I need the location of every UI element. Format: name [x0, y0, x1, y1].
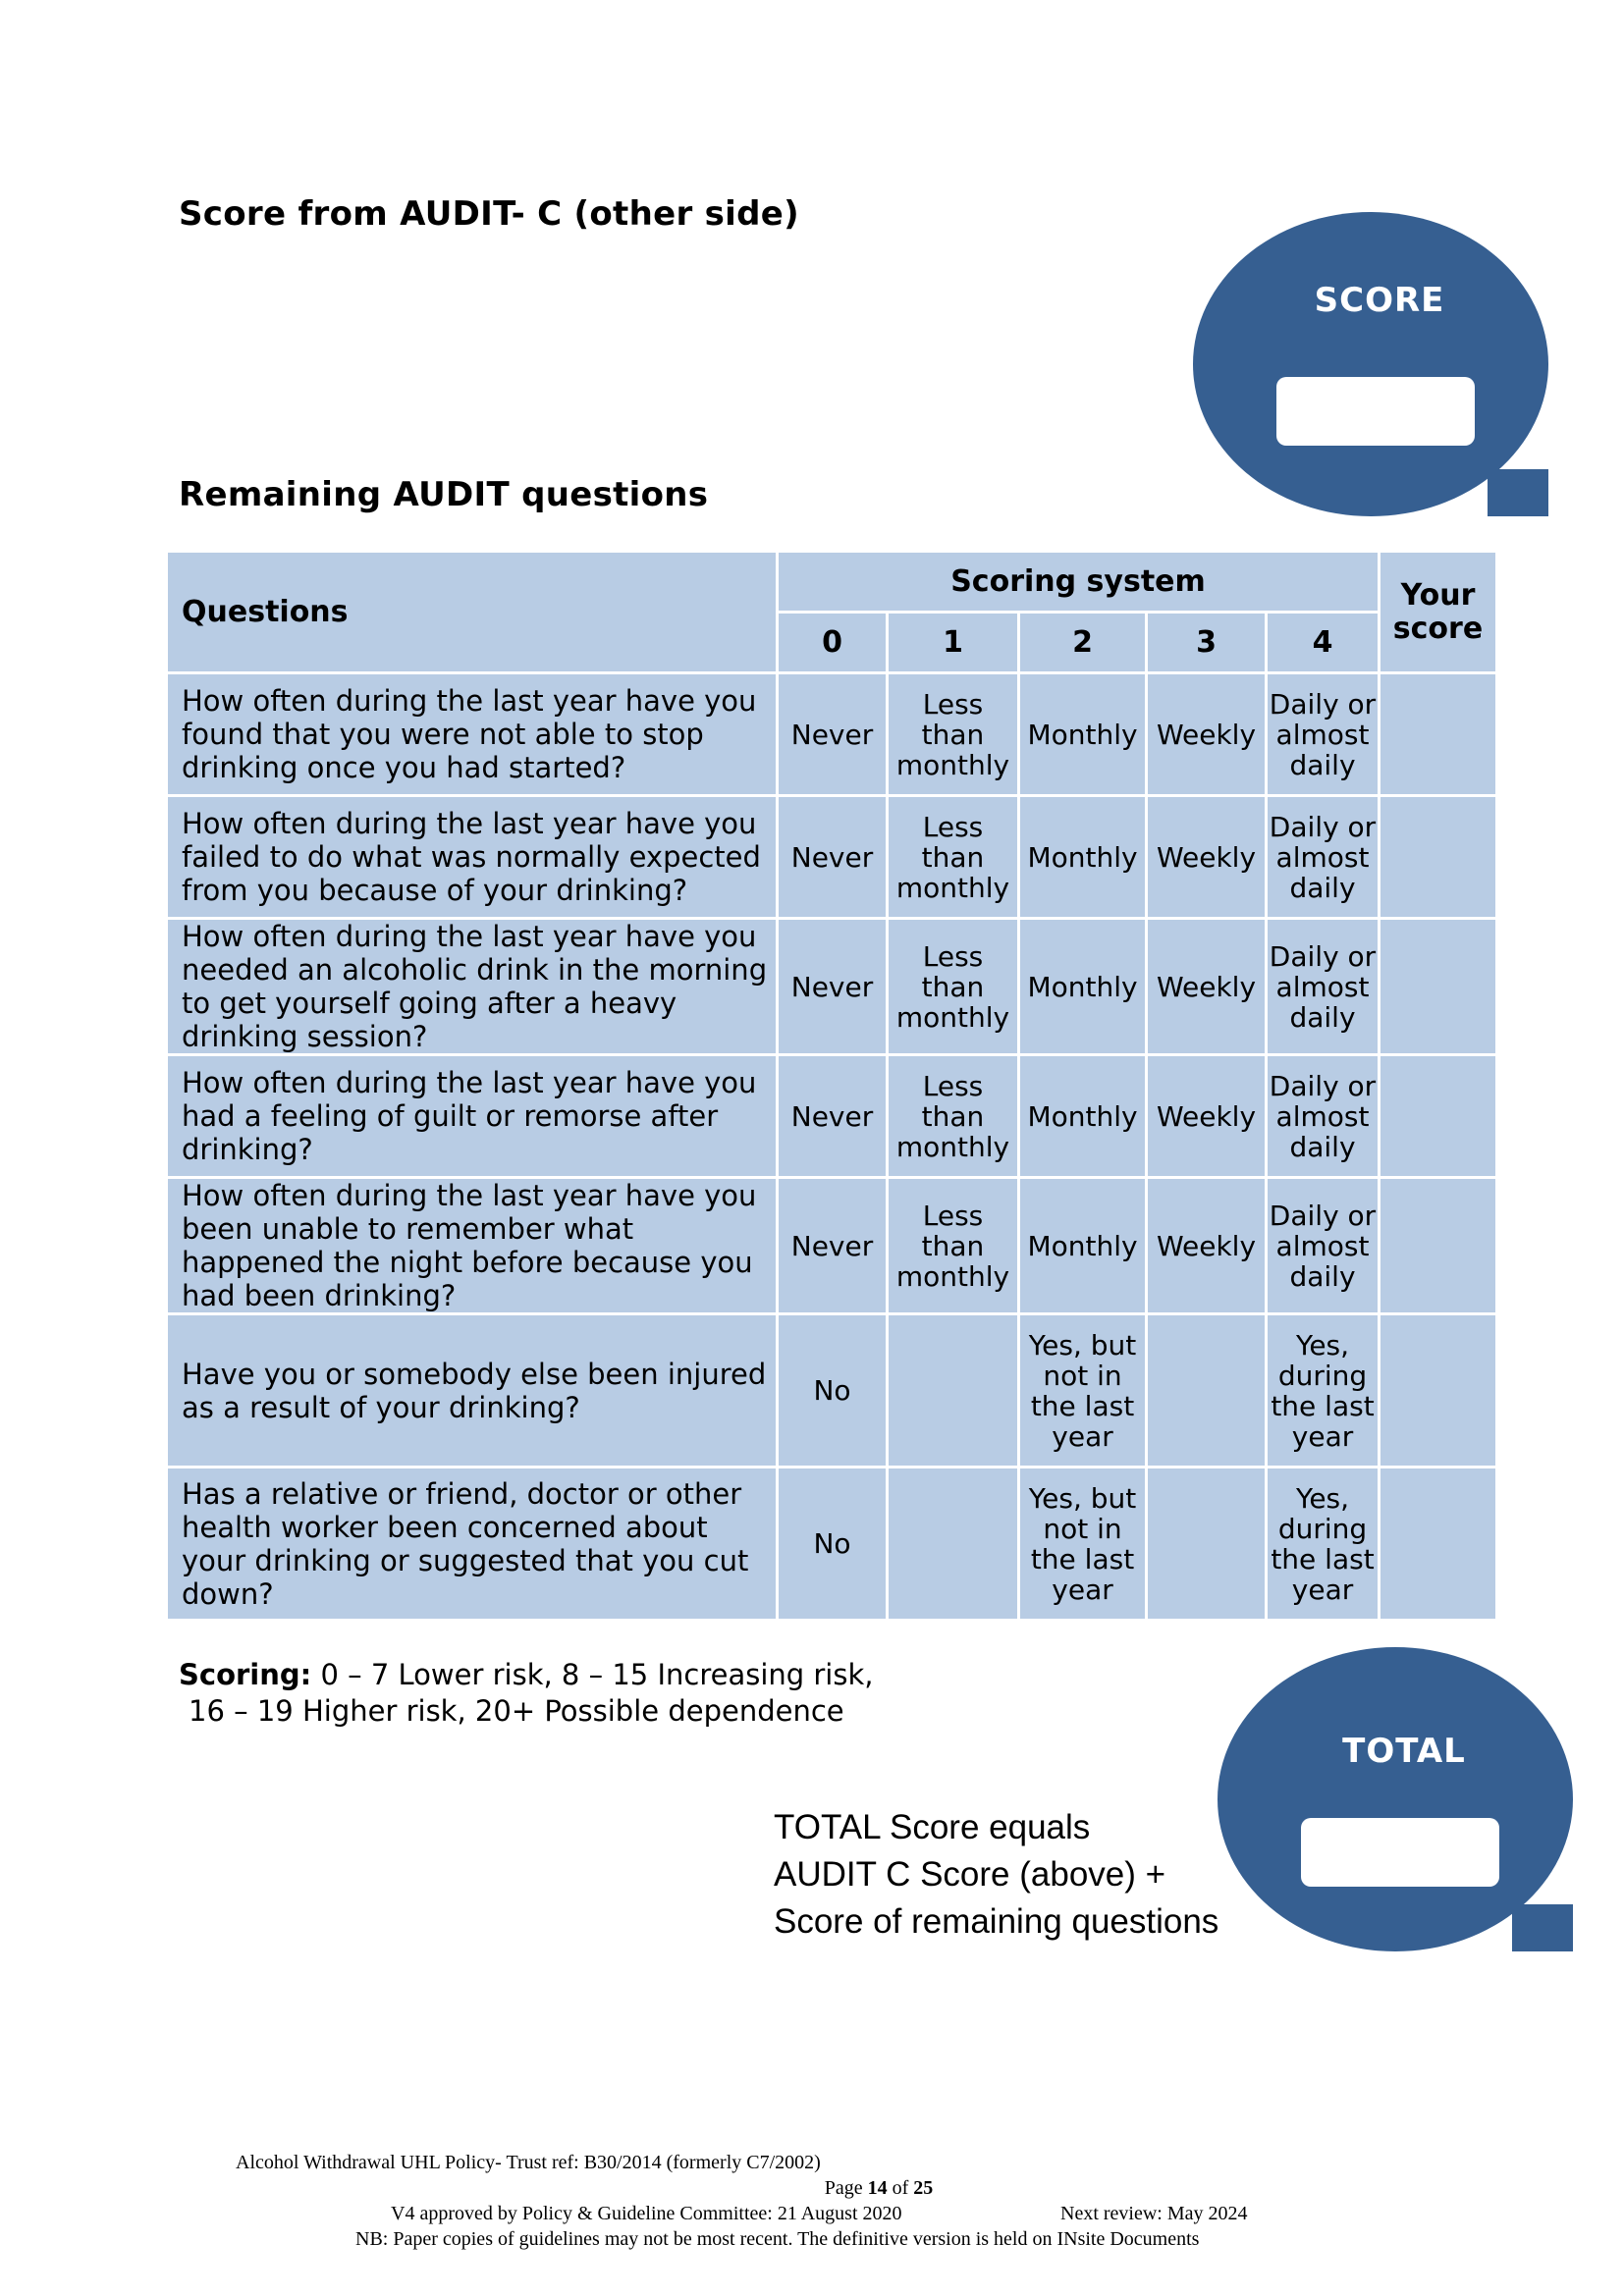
total-badge-label: TOTAL	[1342, 1732, 1466, 1771]
answer-cell: Less than monthly	[888, 796, 1019, 919]
scoring-legend	[179, 1657, 874, 1730]
answer-cell: Monthly	[1019, 919, 1147, 1055]
section-heading-remaining: Remaining AUDIT questions	[179, 475, 709, 514]
score-input-box[interactable]	[1276, 377, 1475, 446]
your-score-cell[interactable]	[1380, 1178, 1497, 1314]
question-cell: How often during the last year have you failed to do what was normally expected from you because of your drinking?	[167, 796, 778, 919]
total-note-line-1: TOTAL Score equals	[774, 1808, 1091, 1846]
answer-cell: Yes, during the last year	[1267, 1314, 1380, 1468]
answer-cell: Weekly	[1147, 1178, 1267, 1314]
footer-policy-ref: Alcohol Withdrawal UHL Policy- Trust ref: B30/2014 (formerly C7/2002)	[236, 2152, 821, 2173]
table-row	[167, 1314, 1497, 1468]
scoring-line-2: 16 – 19 Higher risk, 20+ Possible dependence	[189, 1694, 844, 1728]
answer-cell: Daily or almost daily	[1267, 673, 1380, 796]
answer-cell	[1147, 1314, 1267, 1468]
total-note	[774, 1804, 1218, 1946]
answer-cell: Less than monthly	[888, 673, 1019, 796]
table-row	[167, 919, 1497, 1055]
answer-cell: Yes, during the last year	[1267, 1468, 1380, 1621]
your-score-header: Your score	[1380, 552, 1497, 673]
your-score-cell[interactable]	[1380, 673, 1497, 796]
answer-cell: Monthly	[1019, 673, 1147, 796]
answer-cell	[888, 1468, 1019, 1621]
your-score-cell[interactable]	[1380, 1314, 1497, 1468]
answer-cell: Never	[778, 919, 888, 1055]
table-row	[167, 796, 1497, 919]
answer-cell	[1147, 1468, 1267, 1621]
answer-cell: Never	[778, 1178, 888, 1314]
answer-cell: Daily or almost daily	[1267, 1055, 1380, 1178]
section-heading-audit-c: Score from AUDIT- C (other side)	[179, 194, 799, 234]
answer-cell: Weekly	[1147, 919, 1267, 1055]
answer-cell: Less than monthly	[888, 919, 1019, 1055]
answer-cell	[888, 1314, 1019, 1468]
your-score-cell[interactable]	[1380, 1468, 1497, 1621]
score-badge-label: SCORE	[1314, 281, 1445, 320]
score-badge	[1193, 212, 1566, 526]
answer-cell: Weekly	[1147, 796, 1267, 919]
score-col-2: 2	[1019, 613, 1147, 673]
question-cell: How often during the last year have you found that you were not able to stop drinking once you had started?	[167, 673, 778, 796]
question-cell: Has a relative or friend, doctor or other health worker been concerned about your drinking or suggested that you cut down?	[167, 1468, 778, 1621]
page-current: 14	[867, 2177, 888, 2199]
answer-cell: Daily or almost daily	[1267, 1178, 1380, 1314]
table-row	[167, 1178, 1497, 1314]
score-col-4: 4	[1267, 613, 1380, 673]
page-prefix: Page	[824, 2177, 868, 2199]
your-score-cell[interactable]	[1380, 1055, 1497, 1178]
answer-cell: Daily or almost daily	[1267, 796, 1380, 919]
score-col-1: 1	[888, 613, 1019, 673]
table-row	[167, 673, 1497, 796]
answer-cell: Weekly	[1147, 1055, 1267, 1178]
scoring-label: Scoring:	[179, 1658, 312, 1691]
question-cell: How often during the last year have you been unable to remember what happened the night before because you had been drinking?	[167, 1178, 778, 1314]
answer-cell: Daily or almost daily	[1267, 919, 1380, 1055]
answer-cell: Monthly	[1019, 1055, 1147, 1178]
table-row	[167, 1468, 1497, 1621]
answer-cell: Never	[778, 796, 888, 919]
question-cell: How often during the last year have you needed an alcoholic drink in the morning to get yourself going after a heavy drinking session?	[167, 919, 778, 1055]
footer-page-number	[0, 2175, 1624, 2201]
score-col-0: 0	[778, 613, 888, 673]
page-total: 25	[913, 2177, 934, 2199]
answer-cell: No	[778, 1468, 888, 1621]
answer-cell: Less than monthly	[888, 1055, 1019, 1178]
answer-cell: No	[778, 1314, 888, 1468]
page-of: of	[887, 2177, 914, 2199]
footer-next-review: Next review: May 2024	[1060, 2203, 1248, 2224]
answer-cell: Never	[778, 673, 888, 796]
answer-cell: Weekly	[1147, 673, 1267, 796]
total-note-line-3: Score of remaining questions	[774, 1902, 1219, 1941]
your-score-cell[interactable]	[1380, 796, 1497, 919]
answer-cell: Yes, but not in the last year	[1019, 1468, 1147, 1621]
total-badge	[1218, 1647, 1591, 1961]
total-input-box[interactable]	[1301, 1818, 1499, 1887]
answer-cell: Monthly	[1019, 1178, 1147, 1314]
scoring-system-header: Scoring system	[778, 552, 1380, 613]
question-cell: How often during the last year have you had a feeling of guilt or remorse after drinking?	[167, 1055, 778, 1178]
audit-questions-table	[165, 550, 1498, 1622]
answer-cell: Less than monthly	[888, 1178, 1019, 1314]
answer-cell: Yes, but not in the last year	[1019, 1314, 1147, 1468]
answer-cell: Never	[778, 1055, 888, 1178]
answer-cell: Monthly	[1019, 796, 1147, 919]
total-note-line-2: AUDIT C Score (above) +	[774, 1855, 1166, 1894]
questions-header: Questions	[167, 552, 778, 673]
footer-nb: NB: Paper copies of guidelines may not be most recent. The definitive version is held on INsite Documents	[355, 2228, 1200, 2250]
footer-approved: V4 approved by Policy & Guideline Committee: 21 August 2020	[391, 2203, 902, 2224]
score-col-3: 3	[1147, 613, 1267, 673]
table-row	[167, 1055, 1497, 1178]
question-cell: Have you or somebody else been injured as a result of your drinking?	[167, 1314, 778, 1468]
scoring-line-1: 0 – 7 Lower risk, 8 – 15 Increasing risk,	[311, 1658, 874, 1691]
your-score-cell[interactable]	[1380, 919, 1497, 1055]
